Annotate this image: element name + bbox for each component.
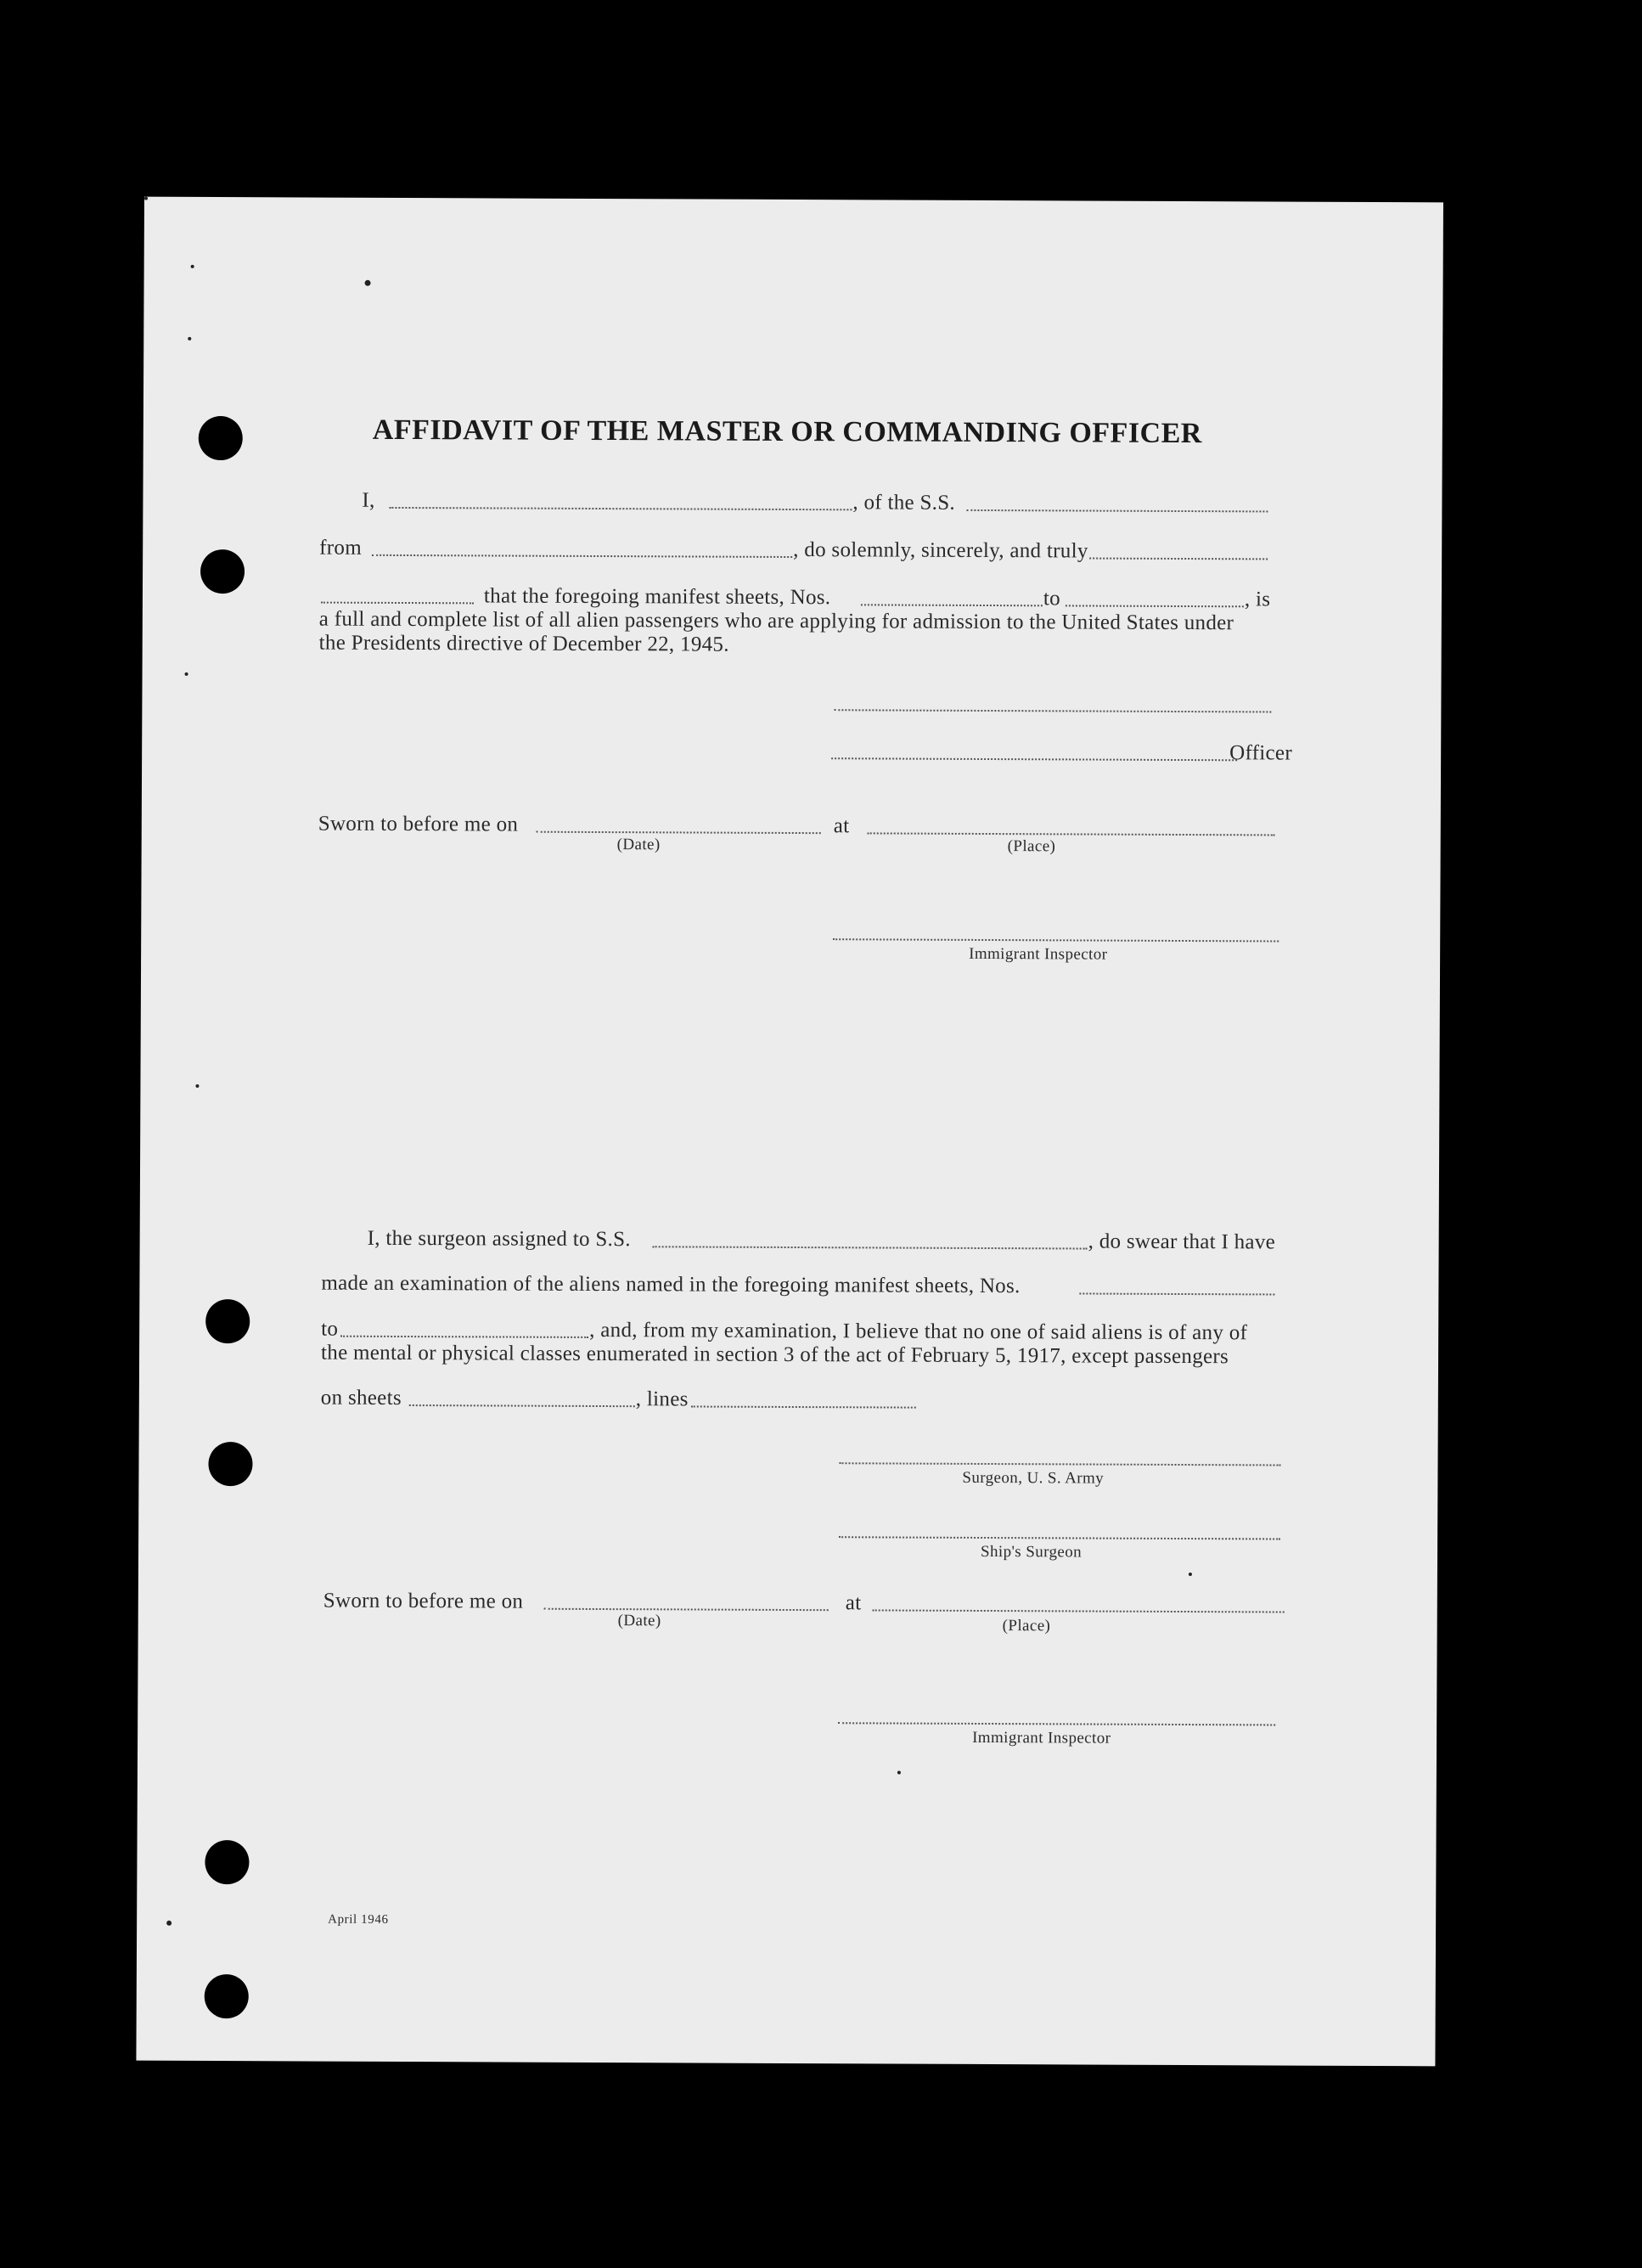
- paper-speck: [188, 337, 191, 340]
- surgeon-swear-label: , do swear that I have: [1088, 1230, 1276, 1254]
- surgeon-except-lines-field[interactable]: [691, 1405, 916, 1408]
- master-line5: the Presidents directive of December 22, 1945.: [318, 631, 729, 656]
- master-inspector-signature-field[interactable]: [833, 938, 1279, 942]
- army-surgeon-signature-field[interactable]: [840, 1462, 1281, 1466]
- surgeon-except-sheets-field[interactable]: [409, 1404, 635, 1407]
- surgeon-sheets-to-field[interactable]: [340, 1336, 588, 1338]
- surgeon-sheets-from-field[interactable]: [1079, 1292, 1274, 1295]
- surgeon-lines-label: , lines: [635, 1387, 689, 1411]
- sheets-to-field[interactable]: [1066, 605, 1244, 607]
- paper-speck: [185, 673, 188, 676]
- punch-hole: [200, 549, 245, 594]
- master-date-caption: (Date): [616, 836, 661, 854]
- master-inspector-caption: Immigrant Inspector: [969, 944, 1108, 964]
- ships-surgeon-signature-field[interactable]: [839, 1536, 1280, 1539]
- master-manifest-label: that the foregoing manifest sheets, Nos.: [483, 584, 831, 610]
- surgeon-sheets-label: on sheets: [320, 1386, 402, 1410]
- punch-hole: [205, 1974, 249, 2018]
- master-line1-label: I,: [362, 488, 375, 512]
- paper-speck: [1189, 1573, 1192, 1576]
- surgeon-inspector-signature-field[interactable]: [838, 1722, 1275, 1725]
- master-line4: a full and complete list of all alien passengers who are applying for admission to the United States under: [318, 607, 1234, 635]
- ship-name-field[interactable]: [966, 509, 1268, 513]
- port-from-field[interactable]: [372, 554, 792, 558]
- surgeon-to-label: to: [321, 1317, 339, 1341]
- affidavit-page: [136, 197, 1443, 2067]
- officer-signature-line-1[interactable]: [834, 709, 1271, 712]
- surgeon-sworn-place-field[interactable]: [873, 1609, 1285, 1612]
- punch-hole: [205, 1840, 249, 1884]
- surgeon-sworn-label: Sworn to before me on: [323, 1589, 524, 1613]
- surgeon-place-caption: (Place): [1002, 1617, 1051, 1635]
- surgeon-line3: , and, from my examination, I believe that no one of said aliens is of any of: [589, 1318, 1248, 1345]
- master-sworn-label: Sworn to before me on: [318, 812, 519, 836]
- paper-speck: [897, 1771, 901, 1775]
- army-surgeon-caption: Surgeon, U. S. Army: [962, 1468, 1105, 1488]
- master-at-label: at: [833, 814, 850, 838]
- surgeon-ship-field[interactable]: [653, 1246, 1088, 1249]
- master-is-label: , is: [1244, 588, 1271, 611]
- surgeon-inspector-caption: Immigrant Inspector: [972, 1728, 1111, 1747]
- surgeon-line1-label: I, the surgeon assigned to S.S.: [367, 1226, 631, 1252]
- master-sworn-date-field[interactable]: [537, 831, 821, 834]
- surgeon-line4: the mental or physical classes enumerated in section 3 of the act of February 5, 1917, except passengers: [321, 1341, 1229, 1369]
- paper-speck: [191, 265, 194, 268]
- form-footer-date: April 1946: [328, 1912, 389, 1927]
- punch-hole: [205, 1299, 250, 1343]
- paper-speck: [144, 197, 148, 200]
- master-to-label: to: [1043, 587, 1061, 611]
- ships-surgeon-caption: Ship's Surgeon: [981, 1542, 1082, 1562]
- master-of-ss-label: , of the S.S.: [852, 491, 956, 515]
- paper-speck: [166, 1921, 172, 1926]
- master-place-caption: (Place): [1007, 837, 1056, 856]
- master-from-label: from: [319, 536, 363, 560]
- master-sworn-place-field[interactable]: [868, 832, 1275, 836]
- surgeon-date-caption: (Date): [617, 1612, 661, 1630]
- surgeon-line2: made an examination of the aliens named in the foregoing manifest sheets, Nos.: [321, 1271, 1021, 1298]
- sheets-from-field[interactable]: [861, 604, 1043, 606]
- declaration-verb-field-2[interactable]: [321, 602, 474, 605]
- surgeon-sworn-date-field[interactable]: [544, 1608, 829, 1611]
- master-name-field[interactable]: [389, 507, 852, 510]
- punch-hole: [199, 416, 243, 460]
- paper-speck: [365, 280, 371, 286]
- officer-signature-line-2[interactable]: [831, 757, 1237, 761]
- punch-hole: [208, 1442, 252, 1486]
- master-solemnly-label: , do solemnly, sincerely, and truly: [793, 538, 1088, 563]
- surgeon-at-label: at: [845, 1591, 862, 1615]
- paper-speck: [195, 1084, 199, 1088]
- declaration-verb-field[interactable]: [1089, 558, 1268, 560]
- officer-caption: Officer: [1229, 741, 1293, 765]
- form-title: AFFIDAVIT OF THE MASTER OR COMMANDING OFFICER: [372, 414, 1202, 450]
